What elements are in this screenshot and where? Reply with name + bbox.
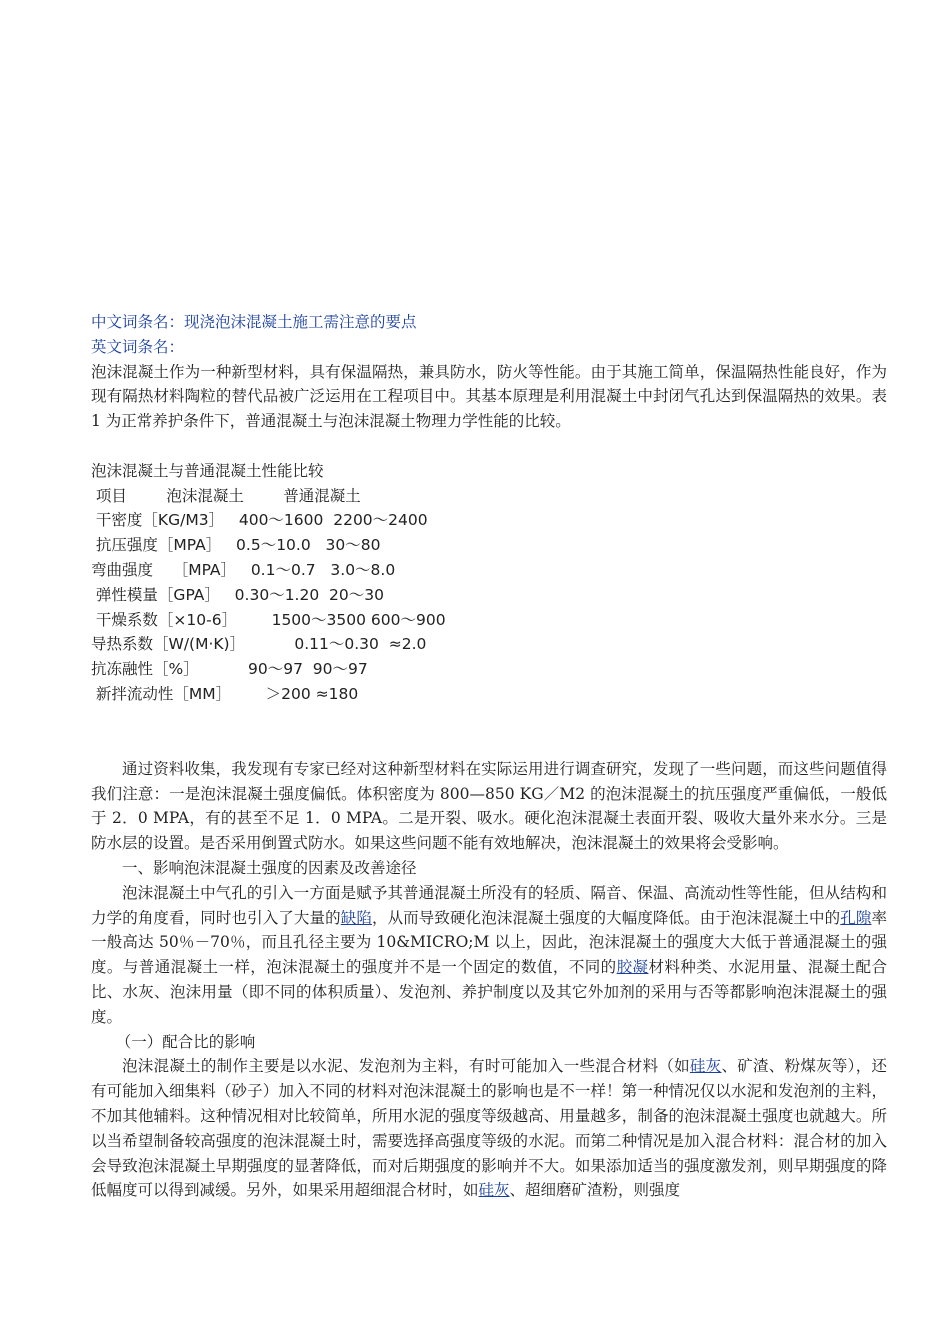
table-row: 抗冻融性［%］ 90～97 90～97 bbox=[91, 660, 368, 679]
section-heading-2: （一）配合比的影响 bbox=[115, 1032, 256, 1051]
paragraph-text: 泡沫混凝土的制作主要是以水泥、发泡剂为主料，有时可能加入一些混合材料（如 bbox=[122, 1057, 690, 1076]
comparison-table bbox=[91, 459, 887, 707]
paragraph-text: 材料种类、水泥用量、混凝土配合比、水灰、泡沫用量（即不同的体积质量）、发泡剂、养护制度以及其它外加剂的采用与否等都影响泡沫混凝土的强度。 bbox=[91, 958, 887, 1026]
table-row: 新拌流动性［MM］ ＞200 ≈180 bbox=[91, 684, 359, 703]
body-paragraph-3 bbox=[91, 1054, 887, 1203]
body-paragraph-2 bbox=[91, 881, 887, 1030]
english-term-title: 英文词条名： bbox=[91, 337, 185, 356]
table-row: 弹性模量［GPA］ 0.30～1.20 20～30 bbox=[91, 585, 385, 604]
spacer bbox=[91, 707, 887, 757]
table-row: 导热系数［W/(M·K)］ 0.11～0.30 ≈2.0 bbox=[91, 635, 427, 654]
paragraph-text: 、矿渣、粉煤灰等），还有可能加入细集料（砂子）加入不同的材料对泡沫混凝土的影响也是不一样！第一种情况仅以水泥和发泡剂的主料，不加其他辅料。这种情况相对比较简单，所用水泥的强度等级越高、用量越多，制备的泡沫混凝土强度也就越大。所以当希望制备较高强度的泡沫混凝土时，需要选择高强度等级的水泥。而第二种情况是加入混合材料：混合材的加入会导致泡沫混凝土早期强度的显著降低，而对后期强度的影响并不大。如果添加适当的强度激发剂，则早期强度的降低幅度可以得到减缓。另外，如果采用超细混合材时，如 bbox=[91, 1057, 887, 1200]
paragraph-text: 泡沫混凝土中气孔的引入一方面是赋予其普通混凝土所没有的轻质、隔音、保温、高流动性等性能，但从结构和力学的角度看，同时也引入了大量的 bbox=[91, 883, 887, 927]
paragraph-text: ，从而导致硬化泡沫混凝土强度的大幅度降低。由于泡沫混凝土中的 bbox=[371, 908, 841, 927]
spacer bbox=[91, 434, 887, 459]
intro-paragraph: 泡沫混凝土作为一种新型材料，具有保温隔热，兼具防水，防火等性能。由于其施工简单，保温隔热性能良好，作为现有隔热材料陶粒的替代品被广泛运用在工程项目中。其基本原理是利用混凝土中封闭气孔达到保温隔热的效果。表 1 为正常养护条件下，普通混凝土与泡沫混凝土物理力学性能的比较。 bbox=[91, 362, 887, 431]
paragraph-text: 、超细磨矿渣粉，则强度 bbox=[509, 1181, 681, 1200]
table-row: 干燥系数［×10-6］ 1500～3500 600～900 bbox=[91, 610, 446, 629]
table-row: 项目 泡沫混凝土 普通混凝土 bbox=[91, 486, 361, 505]
document-content bbox=[91, 310, 887, 1203]
table-row: 干密度［KG/M3］ 400～1600 2200～2400 bbox=[91, 511, 428, 530]
section-heading-1: 一、影响泡沫混凝土强度的因素及改善途径 bbox=[122, 858, 417, 877]
table-title: 泡沫混凝土与普通混凝土性能比较 bbox=[91, 461, 324, 480]
table-row: 抗压强度［MPA］ 0.5～10.0 30～80 bbox=[91, 536, 381, 555]
chinese-term-title: 中文词条名：现浇泡沫混凝土施工需注意的要点 bbox=[91, 313, 417, 331]
table-row: 弯曲强度 ［MPA］ 0.1～0.7 3.0～8.0 bbox=[91, 560, 396, 579]
link-pore[interactable]: 孔隙 bbox=[840, 908, 872, 927]
link-cementitious[interactable]: 胶凝 bbox=[616, 958, 649, 977]
link-silica-fume-2[interactable]: 硅灰 bbox=[478, 1181, 510, 1200]
paragraph-text: 率一般高达 50％－70％，而且孔径主要为 10&MICRO;M 以上，因此，泡沫混凝土的强度大大低于普通混凝土的强度。与普通混凝土一样，泡沫混凝土的强度并不是一个固定的数值，不同的 bbox=[91, 908, 887, 977]
link-silica-fume[interactable]: 硅灰 bbox=[689, 1057, 722, 1076]
link-defect[interactable]: 缺陷 bbox=[340, 908, 372, 927]
body-paragraph-1: 通过资料收集，我发现有专家已经对这种新型材料在实际运用进行调查研究，发现了一些问题，而这些问题值得我们注意：一是泡沫混凝土强度偏低。体积密度为 800—850 KG／M2 的泡沫混凝土的抗压强度严重偏低，一般低于 2．0 MPA，有的甚至不足 1．0 MPA。二是开裂、吸水。硬化泡沫混凝土表面开裂、吸收大量外来水分。三是防水层的设置。是否采用倒置式防水。如果这些问题不能有效地解决，泡沫混凝土的效果将会受影响。 bbox=[91, 759, 887, 853]
